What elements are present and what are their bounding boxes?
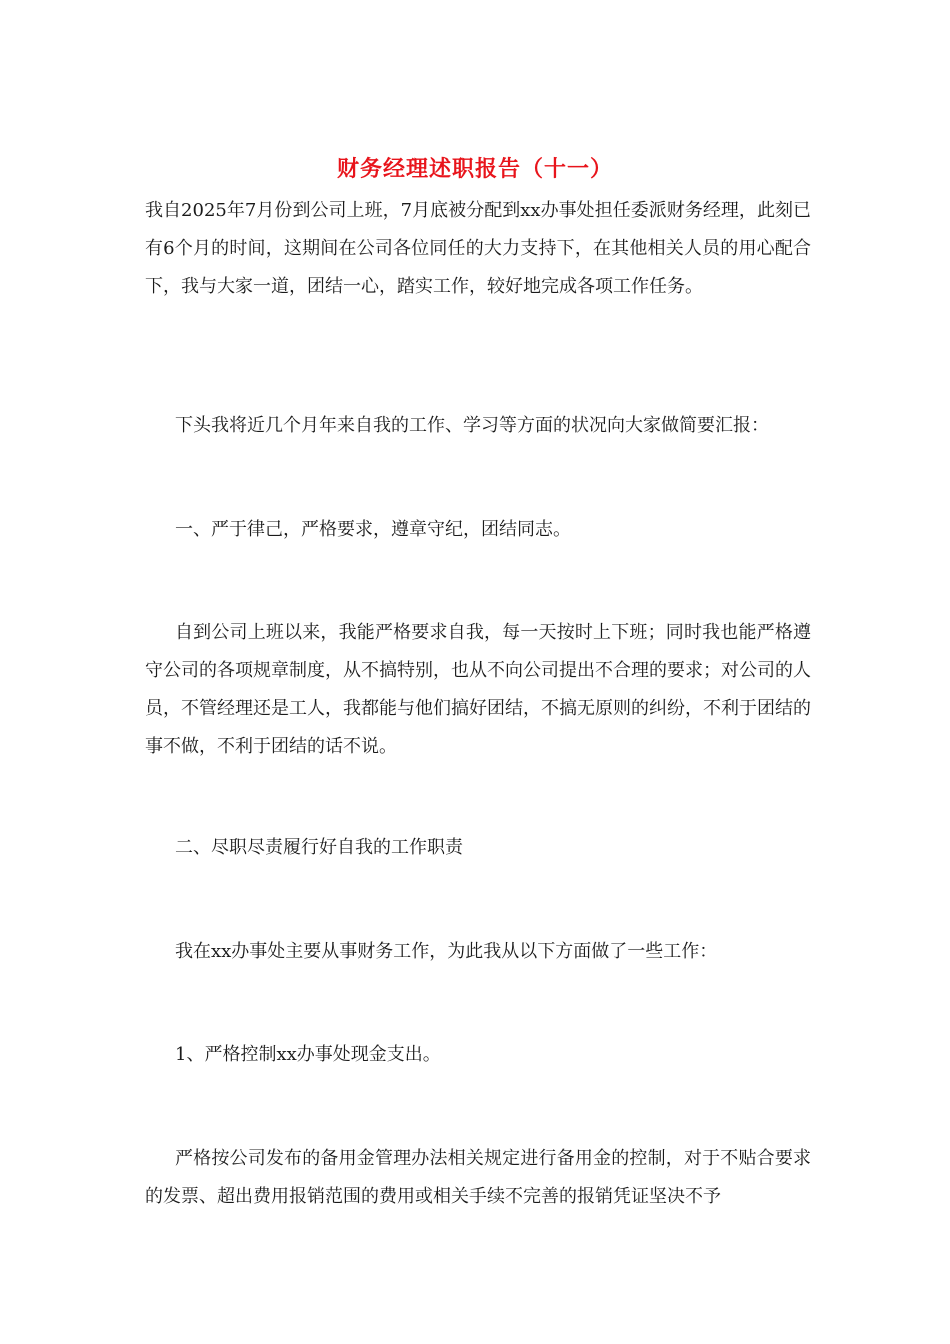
document-title: 财务经理述职报告（十一） xyxy=(336,157,613,182)
section-heading-2: 二、尽职尽责履行好自我的工作职责 xyxy=(175,837,463,858)
paragraph-duties: 我在xx办事处主要从事财务工作，为此我从以下方面做了一些工作： xyxy=(175,941,718,962)
paragraph-cash-control: 严格按公司发布的备用金管理办法相关规定进行备用金的控制，对于不贴合要求的发票、超出费用报销范围的费用或相关手续不完善的报销凭证坚决不予 xyxy=(145,1148,811,1207)
paragraph-overview: 下头我将近几个月年来自我的工作、学习等方面的状况向大家做简要汇报： xyxy=(175,415,769,436)
paragraph-intro: 我自2025年7月份到公司上班，7月底被分配到xx办事处担任委派财务经理，此刻已有6个月的时间，这期间在公司各位同任的大力支持下，在其他相关人员的用心配合下，我与大家一道，团结一心，踏实工作，较好地完成各项工作任务。 xyxy=(145,200,811,297)
subsection-heading-1: 1、严格控制xx办事处现金支出。 xyxy=(175,1044,441,1065)
paragraph-discipline: 自到公司上班以来，我能严格要求自我，每一天按时上下班；同时我也能严格遵守公司的各项规章制度，从不搞特别，也从不向公司提出不合理的要求；对公司的人员，不管经理还是工人，我都能与他们搞好团结，不搞无原则的纠纷，不利于团结的事不做，不利于团结的话不说。 xyxy=(145,622,811,757)
section-heading-1: 一、严于律己，严格要求，遵章守纪，团结同志。 xyxy=(175,519,571,540)
